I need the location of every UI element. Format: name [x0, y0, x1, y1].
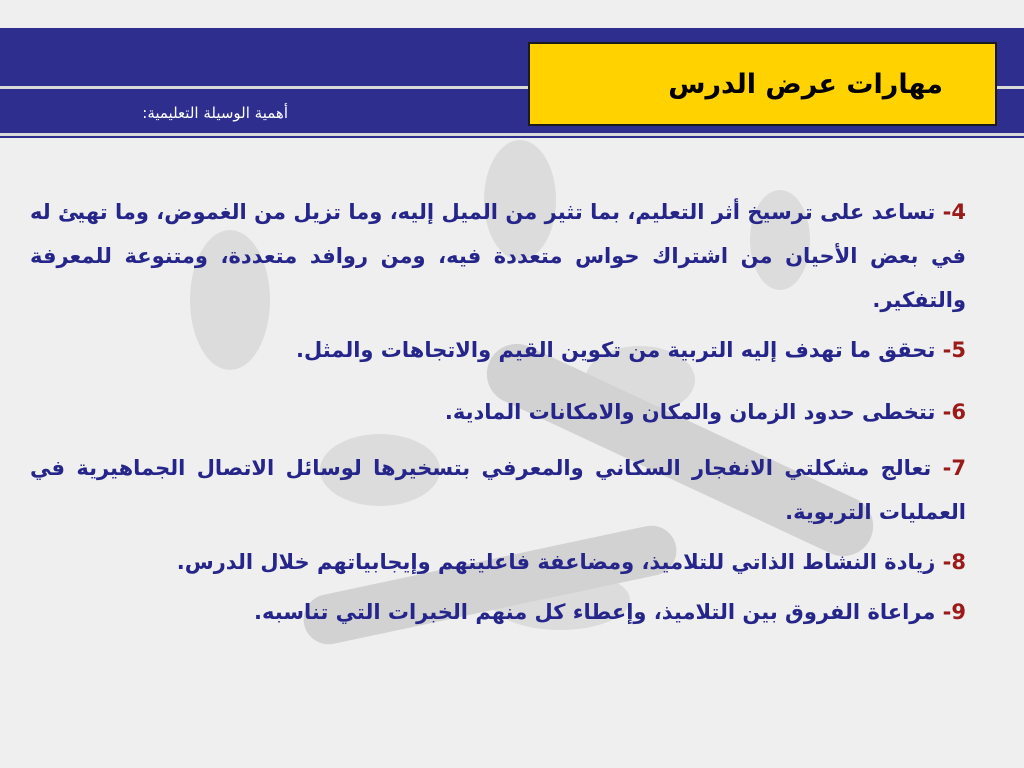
item-number: 8-	[942, 550, 966, 574]
list-item	[30, 328, 966, 372]
page-title: مهارات عرض الدرس	[668, 68, 943, 100]
item-text: تحقق ما تهدف إليه التربية من تكوين القيم والاتجاهات والمثل.	[295, 338, 943, 362]
item-text: تساعد على ترسيخ أثر التعليم، بما تثير من الميل إليه، وما تزيل من الغموض، وما تهيئ له في بعض الأحيان من اشتراك حواس متعددة فيه، ومن روافد متعددة، ومتنوعة للمعرفة والتفكير.	[30, 200, 966, 312]
item-number: 9-	[942, 600, 966, 624]
item-number: 6-	[942, 400, 966, 424]
list-item	[30, 590, 966, 634]
item-number: 4-	[942, 200, 966, 224]
item-text: مراعاة الفروق بين التلاميذ، وإعطاء كل منهم الخبرات التي تناسبه.	[254, 600, 943, 624]
item-text: زيادة النشاط الذاتي للتلاميذ، ومضاعفة فاعليتهم وإيجابياتهم خلال الدرس.	[176, 550, 943, 574]
item-number: 5-	[942, 338, 966, 362]
list-item	[30, 540, 966, 584]
header-divider-bottom	[0, 133, 1024, 136]
item-text: تعالج مشكلتي الانفجار السكاني والمعرفي بتسخيرها لوسائل الاتصال الجماهيرية في العمليات التربوية.	[30, 456, 966, 524]
item-number: 7-	[942, 456, 966, 480]
list-item	[30, 190, 966, 322]
list-item	[30, 390, 966, 434]
content-list	[30, 190, 966, 640]
page-subtitle: أهمية الوسيلة التعليمية:	[142, 104, 288, 122]
title-box	[528, 42, 997, 126]
list-item	[30, 446, 966, 534]
item-text: تتخطى حدود الزمان والمكان والامكانات المادية.	[444, 400, 943, 424]
